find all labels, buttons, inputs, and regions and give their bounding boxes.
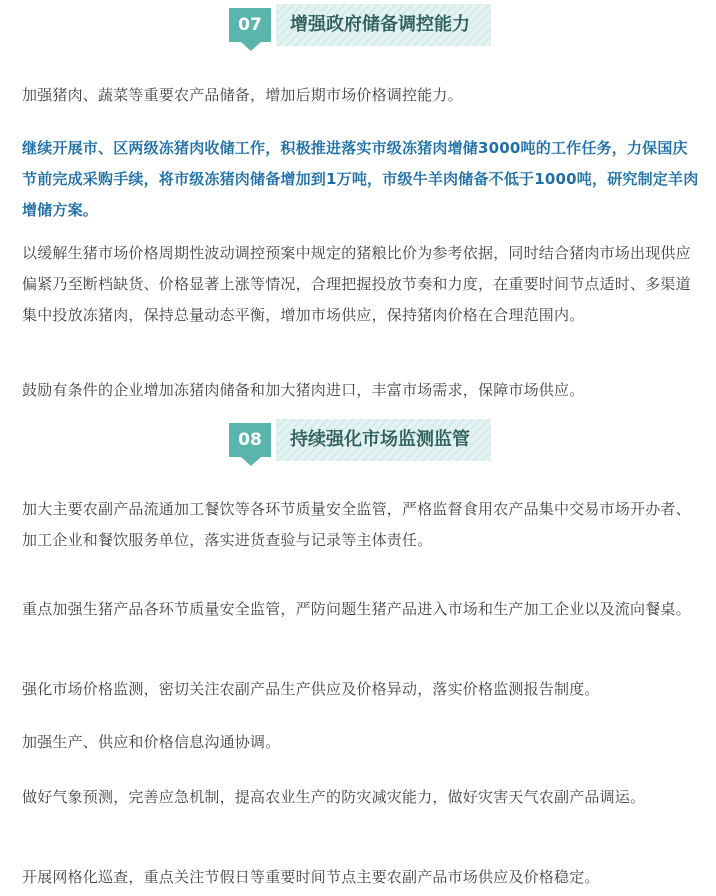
section-header-07 bbox=[229, 4, 491, 52]
paragraph: 加强猪肉、蔬菜等重要农产品储备，增加后期市场价格调控能力。 bbox=[22, 86, 463, 104]
section-number-badge: 08 bbox=[229, 423, 271, 457]
highlighted-paragraph: 继续开展市、区两级冻猪肉收储工作，积极推进落实市级冻猪肉增储3000吨的工作任务，力保国庆节前完成采购手续，将市级冻猪肉储备增加到1万吨，市级牛羊肉储备不低于1000吨，研究制定羊肉增储方案。 bbox=[22, 139, 699, 219]
section-number-badge: 07 bbox=[229, 8, 271, 42]
section-title: 持续强化市场监测监管 bbox=[276, 419, 491, 461]
paragraph: 鼓励有条件的企业增加冻猪肉储备和加大猪肉进口，丰富市场需求，保障市场供应。 bbox=[22, 381, 585, 399]
section-title: 增强政府储备调控能力 bbox=[276, 4, 491, 46]
paragraph: 做好气象预测，完善应急机制，提高农业生产的防灾减灾能力，做好灾害天气农副产品调运。 bbox=[22, 788, 646, 806]
paragraph: 重点加强生猪产品各环节质量安全监管，严防问题生猪产品进入市场和生产加工企业以及流向餐桌。 bbox=[22, 600, 691, 618]
paragraph: 强化市场价格监测，密切关注农副产品生产供应及价格异动，落实价格监测报告制度。 bbox=[22, 680, 600, 698]
badge-pointer bbox=[241, 42, 261, 51]
section-header-08 bbox=[229, 419, 491, 467]
badge-pointer bbox=[241, 457, 261, 466]
paragraph: 以缓解生猪市场价格周期性波动调控预案中规定的猪粮比价为参考依据，同时结合猪肉市场出现供应偏紧乃至断档缺货、价格显著上涨等情况，合理把握投放节奏和力度，在重要时间节点适时、多渠道集中投放冻猪肉，保持总量动态平衡，增加市场供应，保持猪肉价格在合理范围内。 bbox=[22, 244, 691, 324]
paragraph: 加强生产、供应和价格信息沟通协调。 bbox=[22, 733, 281, 751]
paragraph: 加大主要农副产品流通加工餐饮等各环节质量安全监管，严格监督食用农产品集中交易市场开办者、加工企业和餐饮服务单位，落实进货查验与记录等主体责任。 bbox=[22, 500, 691, 549]
paragraph: 开展网格化巡查，重点关注节假日等重要时间节点主要农副产品市场供应及价格稳定。 bbox=[22, 868, 600, 886]
